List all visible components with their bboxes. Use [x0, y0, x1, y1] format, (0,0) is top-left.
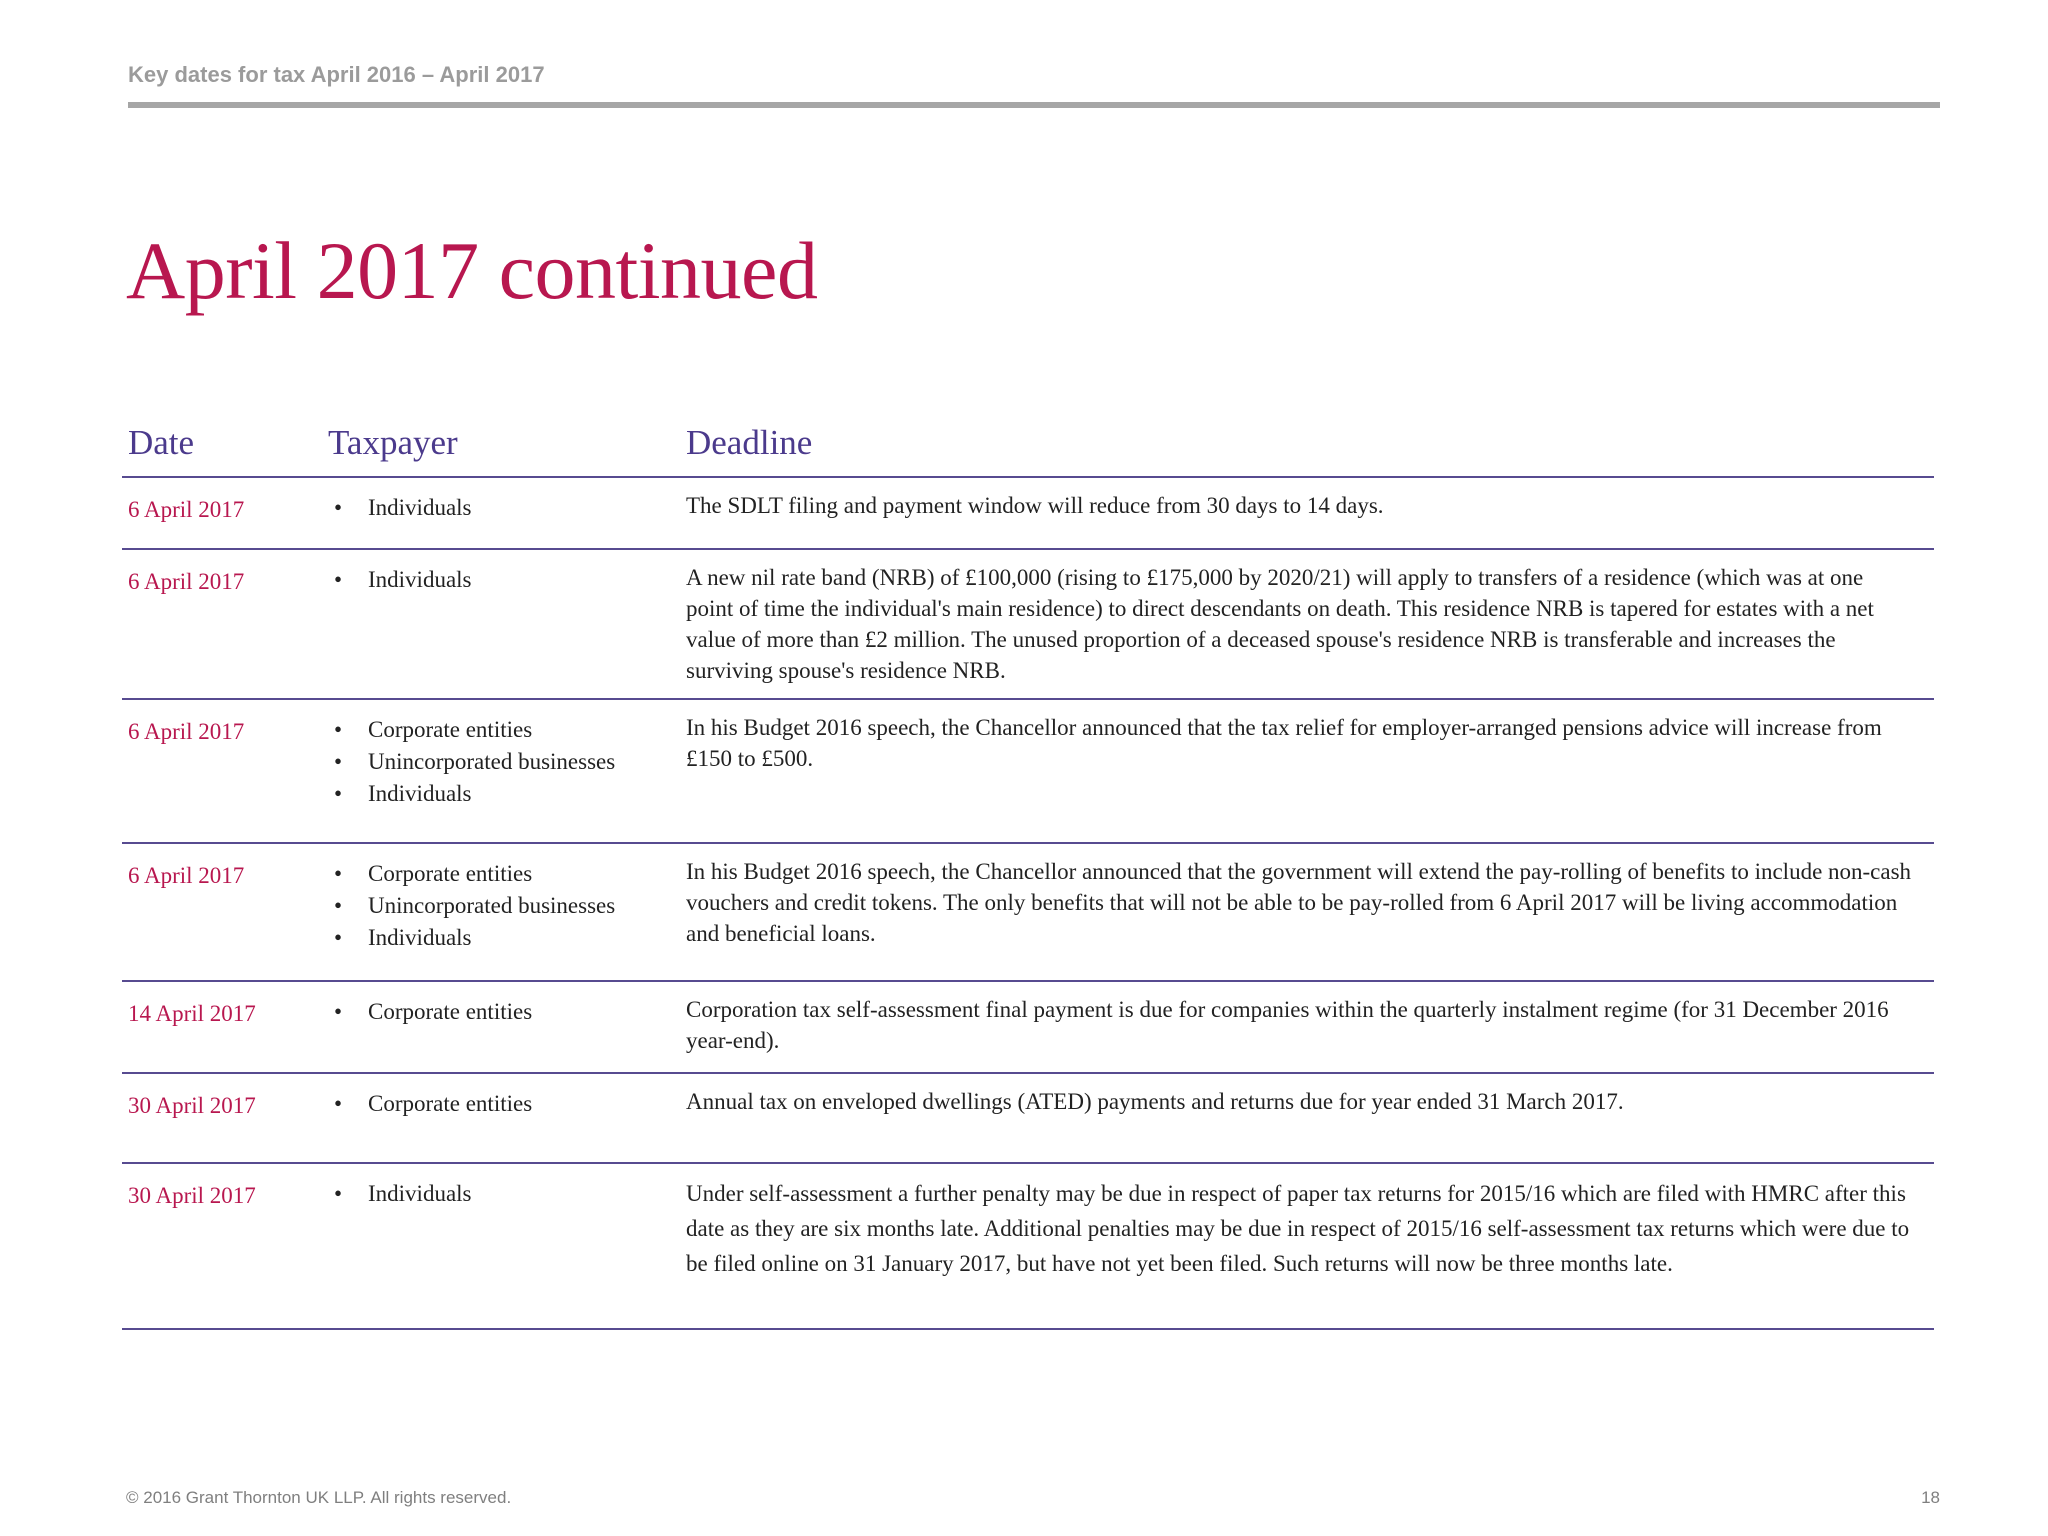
taxpayer-item: • Individuals: [328, 490, 686, 526]
row-date: 30 April 2017: [128, 1093, 256, 1118]
bullet-icon: •: [334, 717, 343, 742]
header-title: Key dates for tax April 2016 – April 2017: [128, 62, 545, 87]
table-row: [122, 700, 1934, 844]
row-deadline: Under self-assessment a further penalty may be due in respect of paper tax returns for 2015/16 which are filed with HMRC after this date as they are six months late. Additional penalties may be due in respect of 2015/16 self-assessment tax returns which were due to be filed online on 31 January 2017, but have not yet been filed. Such returns will now be three months late.: [686, 1181, 1910, 1276]
bullet-icon: •: [334, 749, 343, 774]
header-deadline: Deadline: [686, 423, 813, 462]
row-taxpayers: [328, 700, 686, 842]
bullet-icon: •: [334, 1091, 343, 1116]
footer-copyright: © 2016 Grant Thornton UK LLP. All rights reserved.: [126, 1488, 512, 1507]
row-date: 14 April 2017: [128, 1001, 256, 1026]
bullet-icon: •: [334, 861, 343, 886]
table-row: [122, 1074, 1934, 1164]
row-deadline: Corporation tax self-assessment final payment is due for companies within the quarterly instalment regime (for 31 December 2016 year-end).: [686, 997, 1889, 1053]
bullet-icon: •: [334, 567, 343, 592]
bullet-icon: •: [334, 925, 343, 950]
row-taxpayers: [328, 844, 686, 980]
row-date: 6 April 2017: [128, 497, 245, 522]
taxpayer-item: • Corporate entities: [328, 856, 686, 892]
key-dates-table: [122, 410, 1934, 1330]
row-date: 6 April 2017: [128, 863, 245, 888]
taxpayer-item: • Individuals: [328, 1176, 686, 1212]
header-divider: [128, 102, 1940, 108]
bullet-icon: •: [334, 893, 343, 918]
row-date: 6 April 2017: [128, 569, 245, 594]
bullet-icon: •: [334, 781, 343, 806]
taxpayer-item: • Corporate entities: [328, 994, 686, 1030]
row-deadline: Annual tax on enveloped dwellings (ATED) payments and returns due for year ended 31 March 2017.: [686, 1089, 1624, 1114]
row-taxpayers: [328, 550, 686, 698]
row-deadline: A new nil rate band (NRB) of £100,000 (rising to £175,000 by 2020/21) will apply to transfers of a residence (which was at one point of time the individual's main residence) to direct descendants on death. This residence NRB is tapered for estates with a net value of more than £2 million. The unused proportion of a deceased spouse's residence NRB is transferable and increases the surviving spouse's residence NRB.: [686, 565, 1874, 683]
table-row: [122, 478, 1934, 550]
row-date: 30 April 2017: [128, 1183, 256, 1208]
taxpayer-item: • Unincorporated businesses: [328, 744, 686, 780]
row-taxpayers: [328, 1164, 686, 1328]
taxpayer-item: • Unincorporated businesses: [328, 888, 686, 924]
table-row: [122, 982, 1934, 1074]
row-deadline: In his Budget 2016 speech, the Chancellor announced that the government will extend the pay-rolling of benefits to include non-cash vouchers and credit tokens. The only benefits that will not be able to be pay-rolled from 6 April 2017 will be living accommodation and beneficial loans.: [686, 859, 1912, 946]
page-title: April 2017 continued: [126, 225, 818, 316]
taxpayer-item: • Individuals: [328, 920, 686, 956]
taxpayer-item: • Corporate entities: [328, 1086, 686, 1122]
bullet-icon: •: [334, 999, 343, 1024]
row-deadline: In his Budget 2016 speech, the Chancellor announced that the tax relief for employer-arranged pensions advice will increase from £150 to £500.: [686, 715, 1882, 771]
taxpayer-item: • Individuals: [328, 562, 686, 598]
row-taxpayers: [328, 982, 686, 1072]
header-date: Date: [128, 423, 195, 462]
row-deadline: The SDLT filing and payment window will reduce from 30 days to 14 days.: [686, 493, 1384, 518]
taxpayer-item: • Corporate entities: [328, 712, 686, 748]
row-taxpayers: [328, 1074, 686, 1162]
table-header: [122, 410, 1934, 478]
table-row: [122, 550, 1934, 700]
page-number: 18: [1921, 1488, 1940, 1507]
bullet-icon: •: [334, 495, 343, 520]
header-taxpayer: Taxpayer: [328, 423, 458, 462]
table-row: [122, 1164, 1934, 1330]
taxpayer-item: • Individuals: [328, 776, 686, 812]
row-taxpayers: [328, 478, 686, 548]
bullet-icon: •: [334, 1181, 343, 1206]
table-row: [122, 844, 1934, 982]
row-date: 6 April 2017: [128, 719, 245, 744]
